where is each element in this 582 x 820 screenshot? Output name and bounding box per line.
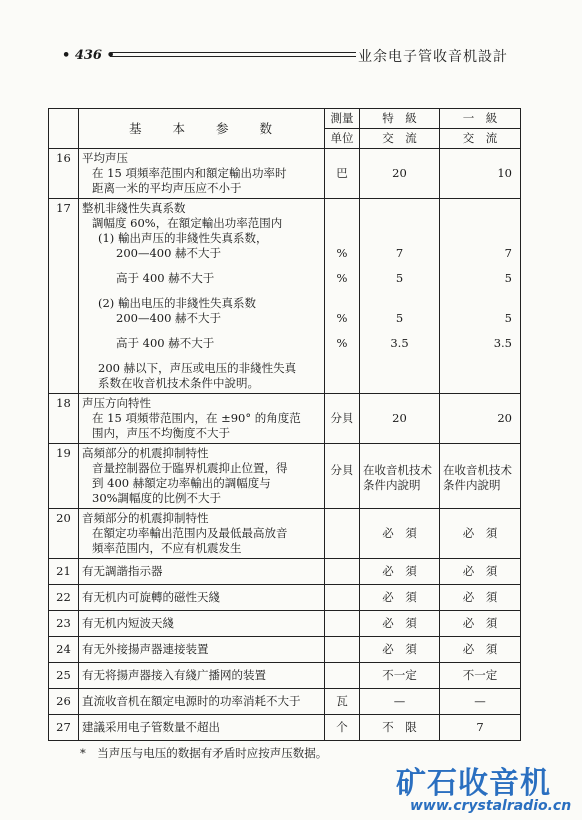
- header-general: 一 級: [440, 109, 521, 129]
- row-special: 必 須: [360, 559, 440, 585]
- row-number: 26: [49, 689, 79, 715]
- row-general: 5: [440, 288, 521, 328]
- row-unit: [325, 663, 360, 689]
- row-param: [79, 149, 325, 199]
- row-param: 有无机内可旋轉的磁性天綫: [79, 585, 325, 611]
- row-param: [79, 199, 325, 264]
- table-row: [49, 149, 521, 199]
- table-subrow: [49, 288, 521, 328]
- row-param: 有无机内短波天綫: [79, 611, 325, 637]
- param-line: 在 15 項頻带范围内，在 ±90° 的角度范: [92, 411, 301, 425]
- header-special-sub: 交 流: [360, 129, 440, 149]
- param-line: 頻率范围内，不应有机震发生: [92, 541, 242, 555]
- row-number: 24: [49, 637, 79, 663]
- parameter-table: [48, 108, 521, 741]
- row-special: 不 限: [360, 715, 440, 741]
- row-general: 7: [440, 715, 521, 741]
- header-unit-top: 測量: [325, 109, 360, 129]
- param-line: (1) 輸出声压的非綫性失真系数，: [98, 231, 268, 245]
- row-special: 20: [360, 394, 440, 444]
- empty-cell: [325, 353, 360, 394]
- row-number: 27: [49, 715, 79, 741]
- row-special: 3.5: [360, 328, 440, 353]
- book-title: 业余电子管收音机設計: [358, 49, 508, 65]
- param-line: 200—400 赫不大于: [116, 246, 222, 260]
- row-special: 必 須: [360, 585, 440, 611]
- row-param: [79, 328, 325, 353]
- row-unit: [325, 509, 360, 559]
- row-number: 25: [49, 663, 79, 689]
- param-line: (2) 輸出电压的非綫性失真系数: [98, 296, 256, 310]
- table-subrow: [49, 353, 521, 394]
- row-param: 有无外接揚声器連接装置: [79, 637, 325, 663]
- row-unit: 个: [325, 715, 360, 741]
- row-general: 必 須: [440, 637, 521, 663]
- row-unit: [325, 559, 360, 585]
- row-param: [79, 288, 325, 328]
- header-param: 基 本 参 数: [79, 109, 325, 149]
- table-row: [49, 689, 521, 715]
- row-param: [79, 263, 325, 288]
- param-line: 距离一米的平均声压应不小于: [92, 181, 242, 195]
- page-header: [62, 46, 508, 68]
- row-special: 7: [360, 199, 440, 264]
- row-param: [79, 444, 325, 509]
- row-unit: [325, 585, 360, 611]
- row-number: 17: [49, 199, 79, 394]
- row-number: 21: [49, 559, 79, 585]
- param-title: 平均声压: [82, 151, 128, 165]
- empty-cell: [440, 353, 521, 394]
- param-line: 高于 400 赫不大于: [116, 336, 215, 350]
- row-general: —: [440, 689, 521, 715]
- footnote: * 当声压与电压的数据有矛盾时应按声压数据。: [80, 746, 328, 760]
- param-line: 音量控制器位于臨界机震抑止位置，得: [92, 461, 288, 475]
- table-row: [49, 585, 521, 611]
- row-number: 22: [49, 585, 79, 611]
- table-row: [49, 611, 521, 637]
- row-special: 5: [360, 263, 440, 288]
- row-unit: [325, 611, 360, 637]
- row-unit: [325, 637, 360, 663]
- row-unit: 分貝: [325, 444, 360, 509]
- param-line: 200 赫以下，声压或电压的非綫性失真: [98, 361, 297, 375]
- header-unit-bottom: 单位: [325, 129, 360, 149]
- table-header-row: [49, 109, 521, 129]
- param-line: 系数在收音机技术条件中說明。: [98, 376, 259, 390]
- watermark-logo-text: 矿石收音机: [396, 766, 551, 801]
- row-unit: %: [325, 263, 360, 288]
- row-unit: %: [325, 288, 360, 328]
- row-unit: 瓦: [325, 689, 360, 715]
- row-param: 直流收音机在額定电源时的功率消耗不大于: [79, 689, 325, 715]
- row-general: 必 須: [440, 509, 521, 559]
- row-number: 16: [49, 149, 79, 199]
- row-special: 20: [360, 149, 440, 199]
- param-line: 围内，声压不均衡度不大于: [92, 426, 230, 440]
- table-row: [49, 509, 521, 559]
- param-title: 音頻部分的机震抑制特性: [82, 511, 209, 525]
- watermark-url: www.crystalradio.cn: [410, 798, 572, 814]
- row-general: 3.5: [440, 328, 521, 353]
- row-special: 必 須: [360, 611, 440, 637]
- param-line: 在 15 項頻率范围内和額定輸出功率时: [92, 166, 287, 180]
- row-general: 必 須: [440, 611, 521, 637]
- row-number: 23: [49, 611, 79, 637]
- row-special: 必 須: [360, 509, 440, 559]
- row-number: 18: [49, 394, 79, 444]
- param-line: 200—400 赫不大于: [116, 311, 222, 325]
- row-general: 不一定: [440, 663, 521, 689]
- row-general: 10: [440, 149, 521, 199]
- row-unit: 分貝: [325, 394, 360, 444]
- header-no: [49, 109, 79, 149]
- row-unit: %: [325, 328, 360, 353]
- row-param: 建議采用电子管数量不超出: [79, 715, 325, 741]
- table-row: [49, 559, 521, 585]
- param-line: 調幅度 60%，在額定輸出功率范围内: [92, 216, 283, 230]
- header-special: 特 級: [360, 109, 440, 129]
- header-general-sub: 交 流: [440, 129, 521, 149]
- table-row: [49, 444, 521, 509]
- row-param: 有无将揚声器接入有綫广播网的装置: [79, 663, 325, 689]
- row-unit: %: [325, 199, 360, 264]
- table-row: [49, 394, 521, 444]
- row-special: —: [360, 689, 440, 715]
- table-subrow: [49, 263, 521, 288]
- row-param-note: [79, 353, 325, 394]
- page-number: • 436 •: [62, 48, 115, 63]
- param-title: 高頻部分的机震抑制特性: [82, 446, 209, 460]
- row-param: 有无調諧指示器: [79, 559, 325, 585]
- row-number: 19: [49, 444, 79, 509]
- row-general: 在收音机技术条件内說明: [440, 444, 521, 509]
- param-title: 声压方向特性: [82, 396, 151, 410]
- row-general: 5: [440, 263, 521, 288]
- row-special: 必 須: [360, 637, 440, 663]
- table-row: [49, 715, 521, 741]
- param-title: 整机非綫性失真系数: [82, 201, 186, 215]
- param-line: 30%調幅度的比例不大于: [92, 491, 222, 505]
- row-special: 不一定: [360, 663, 440, 689]
- row-special: 5: [360, 288, 440, 328]
- table-row: [49, 663, 521, 689]
- empty-cell: [360, 353, 440, 394]
- table-row: [49, 199, 521, 264]
- param-line: 到 400 赫額定功率輸出的調幅度与: [92, 476, 271, 490]
- row-general: 7: [440, 199, 521, 264]
- row-general: 20: [440, 394, 521, 444]
- row-param: [79, 394, 325, 444]
- row-param: [79, 509, 325, 559]
- row-general: 必 須: [440, 559, 521, 585]
- row-unit: 巴: [325, 149, 360, 199]
- param-line: 高于 400 赫不大于: [116, 271, 215, 285]
- row-number: 20: [49, 509, 79, 559]
- table-row: [49, 637, 521, 663]
- param-line: 在額定功率輸出范围内及最低最高放音: [92, 526, 288, 540]
- header-rule: [110, 52, 356, 57]
- row-special: 在收音机技术条件内說明: [360, 444, 440, 509]
- row-general: 必 須: [440, 585, 521, 611]
- table-subrow: [49, 328, 521, 353]
